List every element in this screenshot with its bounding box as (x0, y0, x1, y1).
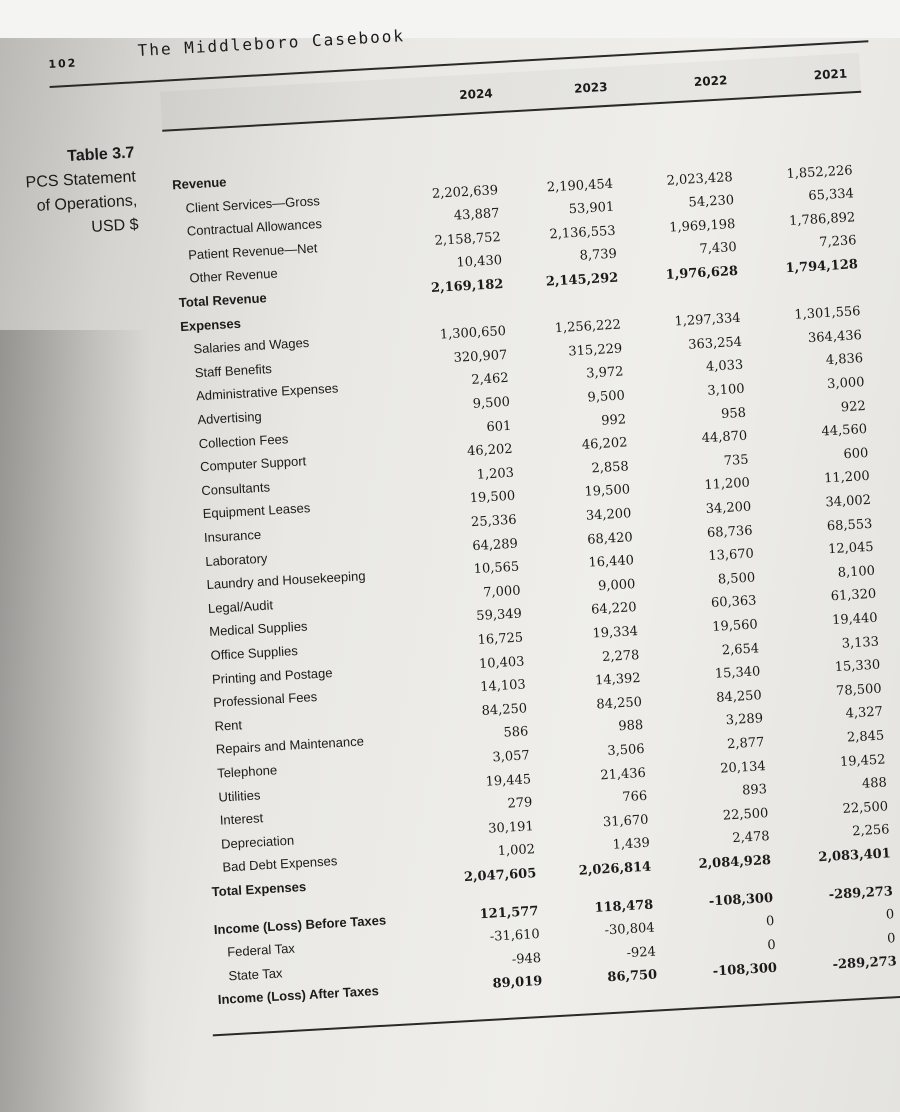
cell-2024: -31,610 (489, 927, 541, 945)
cell-2021: 44,560 (821, 422, 868, 440)
cell-2022: 19,560 (711, 617, 759, 635)
column-header-2021: 2021 (813, 66, 848, 83)
cell-2021: 19,440 (831, 610, 878, 629)
column-header-2023: 2023 (573, 79, 608, 96)
cell-2021: 364,436 (807, 327, 863, 346)
cell-2024: 1,002 (497, 842, 536, 860)
row-label: Legal/Audit (207, 597, 274, 616)
cell-2021: 2,256 (851, 822, 890, 840)
cell-2021: 600 (843, 445, 869, 463)
cell-2023 (501, 153, 611, 159)
cell-2023: 315,229 (568, 341, 623, 360)
cell-2023: 1,439 (612, 836, 651, 854)
cell-2021: 3,133 (841, 634, 880, 652)
cell-2024: 1,300,650 (439, 324, 507, 343)
cell-2023: -924 (626, 944, 657, 961)
cell-2024: 30,191 (487, 818, 535, 837)
cell-2022: -108,300 (712, 961, 778, 980)
row-label: Staff Benefits (194, 360, 273, 381)
cell-2023: 3,506 (606, 741, 645, 759)
running-head: The Middleboro Casebook (137, 26, 406, 61)
cell-2022: 84,250 (715, 688, 763, 706)
row-label: Consultants (200, 479, 271, 498)
cell-2022: 60,363 (710, 593, 757, 612)
cell-2024: 601 (486, 418, 512, 435)
cell-2023: 2,858 (591, 459, 630, 477)
cell-2023: 19,334 (592, 624, 639, 642)
cell-2021: -289,273 (832, 954, 898, 974)
row-label: Medical Supplies (208, 618, 308, 640)
cell-2022: 11,200 (704, 475, 751, 494)
cell-2024: 19,500 (469, 489, 516, 507)
cell-2024: 320,907 (453, 347, 508, 366)
row-label: Income (Loss) After Taxes (217, 983, 380, 1008)
cell-2023: 14,392 (594, 671, 642, 689)
cell-2021: -289,273 (828, 883, 894, 903)
cell-2023: 21,436 (600, 765, 647, 783)
cell-2021: 4,327 (845, 704, 884, 722)
cell-2022: 2,877 (726, 735, 765, 753)
cell-2022: 68,736 (706, 523, 753, 541)
cell-2021: 4,836 (825, 351, 864, 369)
cell-2024: 2,158,752 (434, 229, 502, 249)
row-label: Repairs and Maintenance (215, 733, 365, 758)
cell-2021: 1,852,226 (786, 162, 853, 182)
row-label: Printing and Postage (211, 664, 333, 687)
cell-2024: -948 (511, 950, 542, 968)
cell-2022: 7,430 (699, 240, 738, 258)
cell-2023: 8,739 (579, 247, 618, 265)
cell-2022: 0 (766, 937, 777, 954)
cell-2022: 893 (741, 782, 768, 799)
cell-2024: 2,462 (471, 371, 510, 389)
cell-2021: 1,794,128 (785, 257, 859, 277)
cell-2022: 2,478 (732, 829, 771, 847)
cell-2023: 68,420 (586, 529, 634, 548)
cell-2023: 2,190,454 (546, 176, 614, 195)
cell-2024: 10,565 (473, 559, 520, 578)
cell-2024: 84,250 (481, 701, 528, 719)
cell-2022: 34,200 (705, 499, 752, 518)
cell-2022: 54,230 (688, 193, 735, 211)
row-label: Income (Loss) Before Taxes (213, 912, 387, 937)
row-label: Administrative Expenses (195, 380, 339, 404)
row-label: Interest (219, 810, 264, 828)
cell-2021: 65,334 (808, 186, 855, 205)
cell-2021: 2,845 (846, 728, 885, 746)
row-label: Utilities (218, 786, 261, 805)
cell-2021: 68,553 (826, 516, 873, 534)
cell-2022: 22,500 (722, 805, 769, 824)
cell-2021: 19,452 (839, 752, 886, 770)
cell-2023: 86,750 (607, 967, 658, 986)
cell-2022: 1,969,198 (668, 216, 736, 236)
row-label: Total Revenue (178, 290, 268, 311)
row-label: Contractual Allowances (186, 216, 323, 239)
page-number: 102 (48, 56, 78, 72)
cell-2024: 25,336 (470, 512, 517, 531)
cell-2021: 3,000 (826, 375, 865, 393)
row-label: Revenue (171, 174, 227, 193)
cell-2022: 3,289 (725, 711, 764, 729)
row-label: Insurance (203, 526, 262, 546)
cell-2021: 78,500 (835, 681, 882, 699)
cell-2024: 2,169,182 (430, 277, 504, 297)
row-label: Total Expenses (211, 878, 307, 900)
cell-2021: 22,500 (842, 799, 889, 817)
cell-2022: 735 (723, 452, 749, 469)
cell-2024: 586 (503, 724, 529, 742)
cell-2023: -30,804 (604, 920, 655, 939)
cell-2021: 7,236 (818, 233, 857, 251)
cell-2021: 2,083,401 (818, 846, 892, 866)
column-header-2024: 2024 (458, 86, 494, 103)
row-label: Laundry and Housekeeping (206, 568, 366, 593)
cell-2021: 34,002 (825, 492, 872, 511)
cell-2022: 958 (720, 405, 747, 422)
cell-2022: -108,300 (708, 890, 774, 910)
cell-2023: 9,500 (587, 388, 626, 406)
row-label: Expenses (179, 315, 242, 334)
cell-2023: 84,250 (596, 694, 643, 713)
cell-2021: 922 (840, 398, 867, 415)
row-label: Depreciation (220, 832, 295, 852)
row-label: Computer Support (199, 453, 307, 475)
row-label: Office Supplies (210, 643, 299, 663)
cell-2021 (741, 139, 851, 145)
table-number: Table 3.7 (66, 144, 135, 166)
cell-2021: 12,045 (827, 539, 875, 558)
cell-2024: 59,349 (475, 606, 523, 625)
row-label: Laboratory (204, 550, 268, 569)
table-title-line: of Operations, (36, 192, 138, 215)
cell-2022 (621, 146, 731, 152)
cell-2024: 7,000 (482, 583, 521, 601)
row-label: State Tax (228, 965, 283, 984)
cell-2022: 4,033 (705, 358, 744, 376)
row-label: Other Revenue (189, 265, 278, 286)
row-label: Equipment Leases (202, 500, 311, 522)
cell-2022: 1,976,628 (665, 263, 739, 283)
cell-2023: 3,972 (585, 364, 624, 382)
row-label: Rent (214, 717, 243, 734)
cell-2024: 3,057 (492, 748, 531, 766)
cell-2023: 2,136,553 (549, 223, 616, 243)
cell-2023: 31,670 (602, 812, 649, 831)
column-header-2022: 2022 (693, 73, 728, 90)
cell-2023: 46,202 (581, 435, 628, 454)
row-label: Telephone (216, 762, 278, 781)
row-label: Bad Debt Expenses (222, 853, 338, 875)
cell-2021: 0 (885, 907, 895, 923)
row-label: Collection Fees (198, 430, 289, 451)
cell-2022: 8,500 (717, 570, 756, 588)
cell-2024: 19,445 (485, 771, 532, 790)
table-caption (0, 141, 139, 244)
cell-2024: 14,103 (479, 677, 527, 696)
row-label: Federal Tax (226, 940, 296, 960)
cell-2023: 34,200 (585, 506, 632, 524)
cell-2022: 1,297,334 (674, 311, 742, 330)
row-label: Client Services—Gross (185, 192, 321, 216)
cell-2021: 61,320 (830, 587, 877, 605)
cell-2022: 0 (765, 914, 775, 930)
row-label: Professional Fees (212, 689, 318, 711)
cell-2022: 15,340 (714, 664, 761, 682)
cell-2024: 121,577 (479, 903, 539, 922)
cell-2021: 1,786,892 (788, 210, 856, 229)
table-title-line: PCS Statement (25, 168, 137, 192)
row-label: Advertising (197, 408, 263, 428)
cell-2024: 10,403 (478, 654, 525, 672)
cell-2022: 20,134 (719, 758, 767, 777)
cell-2024: 89,019 (492, 974, 543, 993)
cell-2024: 10,430 (456, 253, 503, 271)
cell-2023: 64,220 (590, 600, 638, 618)
cell-2022: 2,023,428 (666, 169, 734, 189)
cell-2023: 16,440 (588, 553, 635, 571)
cell-2023: 766 (621, 788, 648, 806)
cell-2022: 2,654 (721, 640, 760, 658)
cell-2024: 2,047,605 (463, 866, 537, 886)
cell-2022: 2,084,928 (698, 852, 772, 872)
cell-2023: 2,145,292 (545, 270, 619, 290)
cell-2021: 15,330 (834, 657, 881, 676)
cell-2023: 9,000 (597, 576, 636, 594)
row-label: Patient Revenue—Net (187, 240, 318, 263)
row-label: Salaries and Wages (193, 335, 310, 357)
cell-2024: 43,887 (453, 206, 500, 224)
cell-2021: 1,301,556 (793, 304, 861, 323)
cell-2022: 3,100 (707, 381, 746, 399)
cell-2024: 9,500 (472, 394, 511, 412)
cell-2023: 992 (600, 411, 627, 429)
cell-2022: 363,254 (687, 334, 743, 353)
cell-2021: 488 (861, 775, 888, 792)
cell-2023: 2,278 (601, 647, 640, 665)
cell-2024: 2,202,639 (431, 182, 499, 202)
cell-2021: 0 (886, 930, 896, 947)
cell-2022: 44,870 (701, 428, 748, 447)
cell-2023: 2,026,814 (578, 859, 652, 879)
cell-2023: 988 (618, 718, 644, 735)
cell-2024: 1,203 (476, 465, 515, 483)
cell-2024: 16,725 (477, 630, 524, 648)
cell-2024: 46,202 (466, 441, 514, 460)
table-title-line: USD $ (90, 216, 139, 236)
cell-2023: 53,901 (568, 199, 615, 218)
cell-2024: 64,289 (472, 536, 519, 554)
cell-2021: 11,200 (823, 469, 871, 487)
cell-2023: 19,500 (584, 482, 631, 501)
cell-2021: 8,100 (837, 563, 876, 581)
cell-2023: 1,256,222 (554, 317, 622, 337)
cell-2024 (387, 159, 497, 165)
cell-2022: 13,670 (707, 546, 755, 565)
cell-2024: 279 (507, 795, 533, 812)
cell-2023: 118,478 (594, 897, 654, 916)
